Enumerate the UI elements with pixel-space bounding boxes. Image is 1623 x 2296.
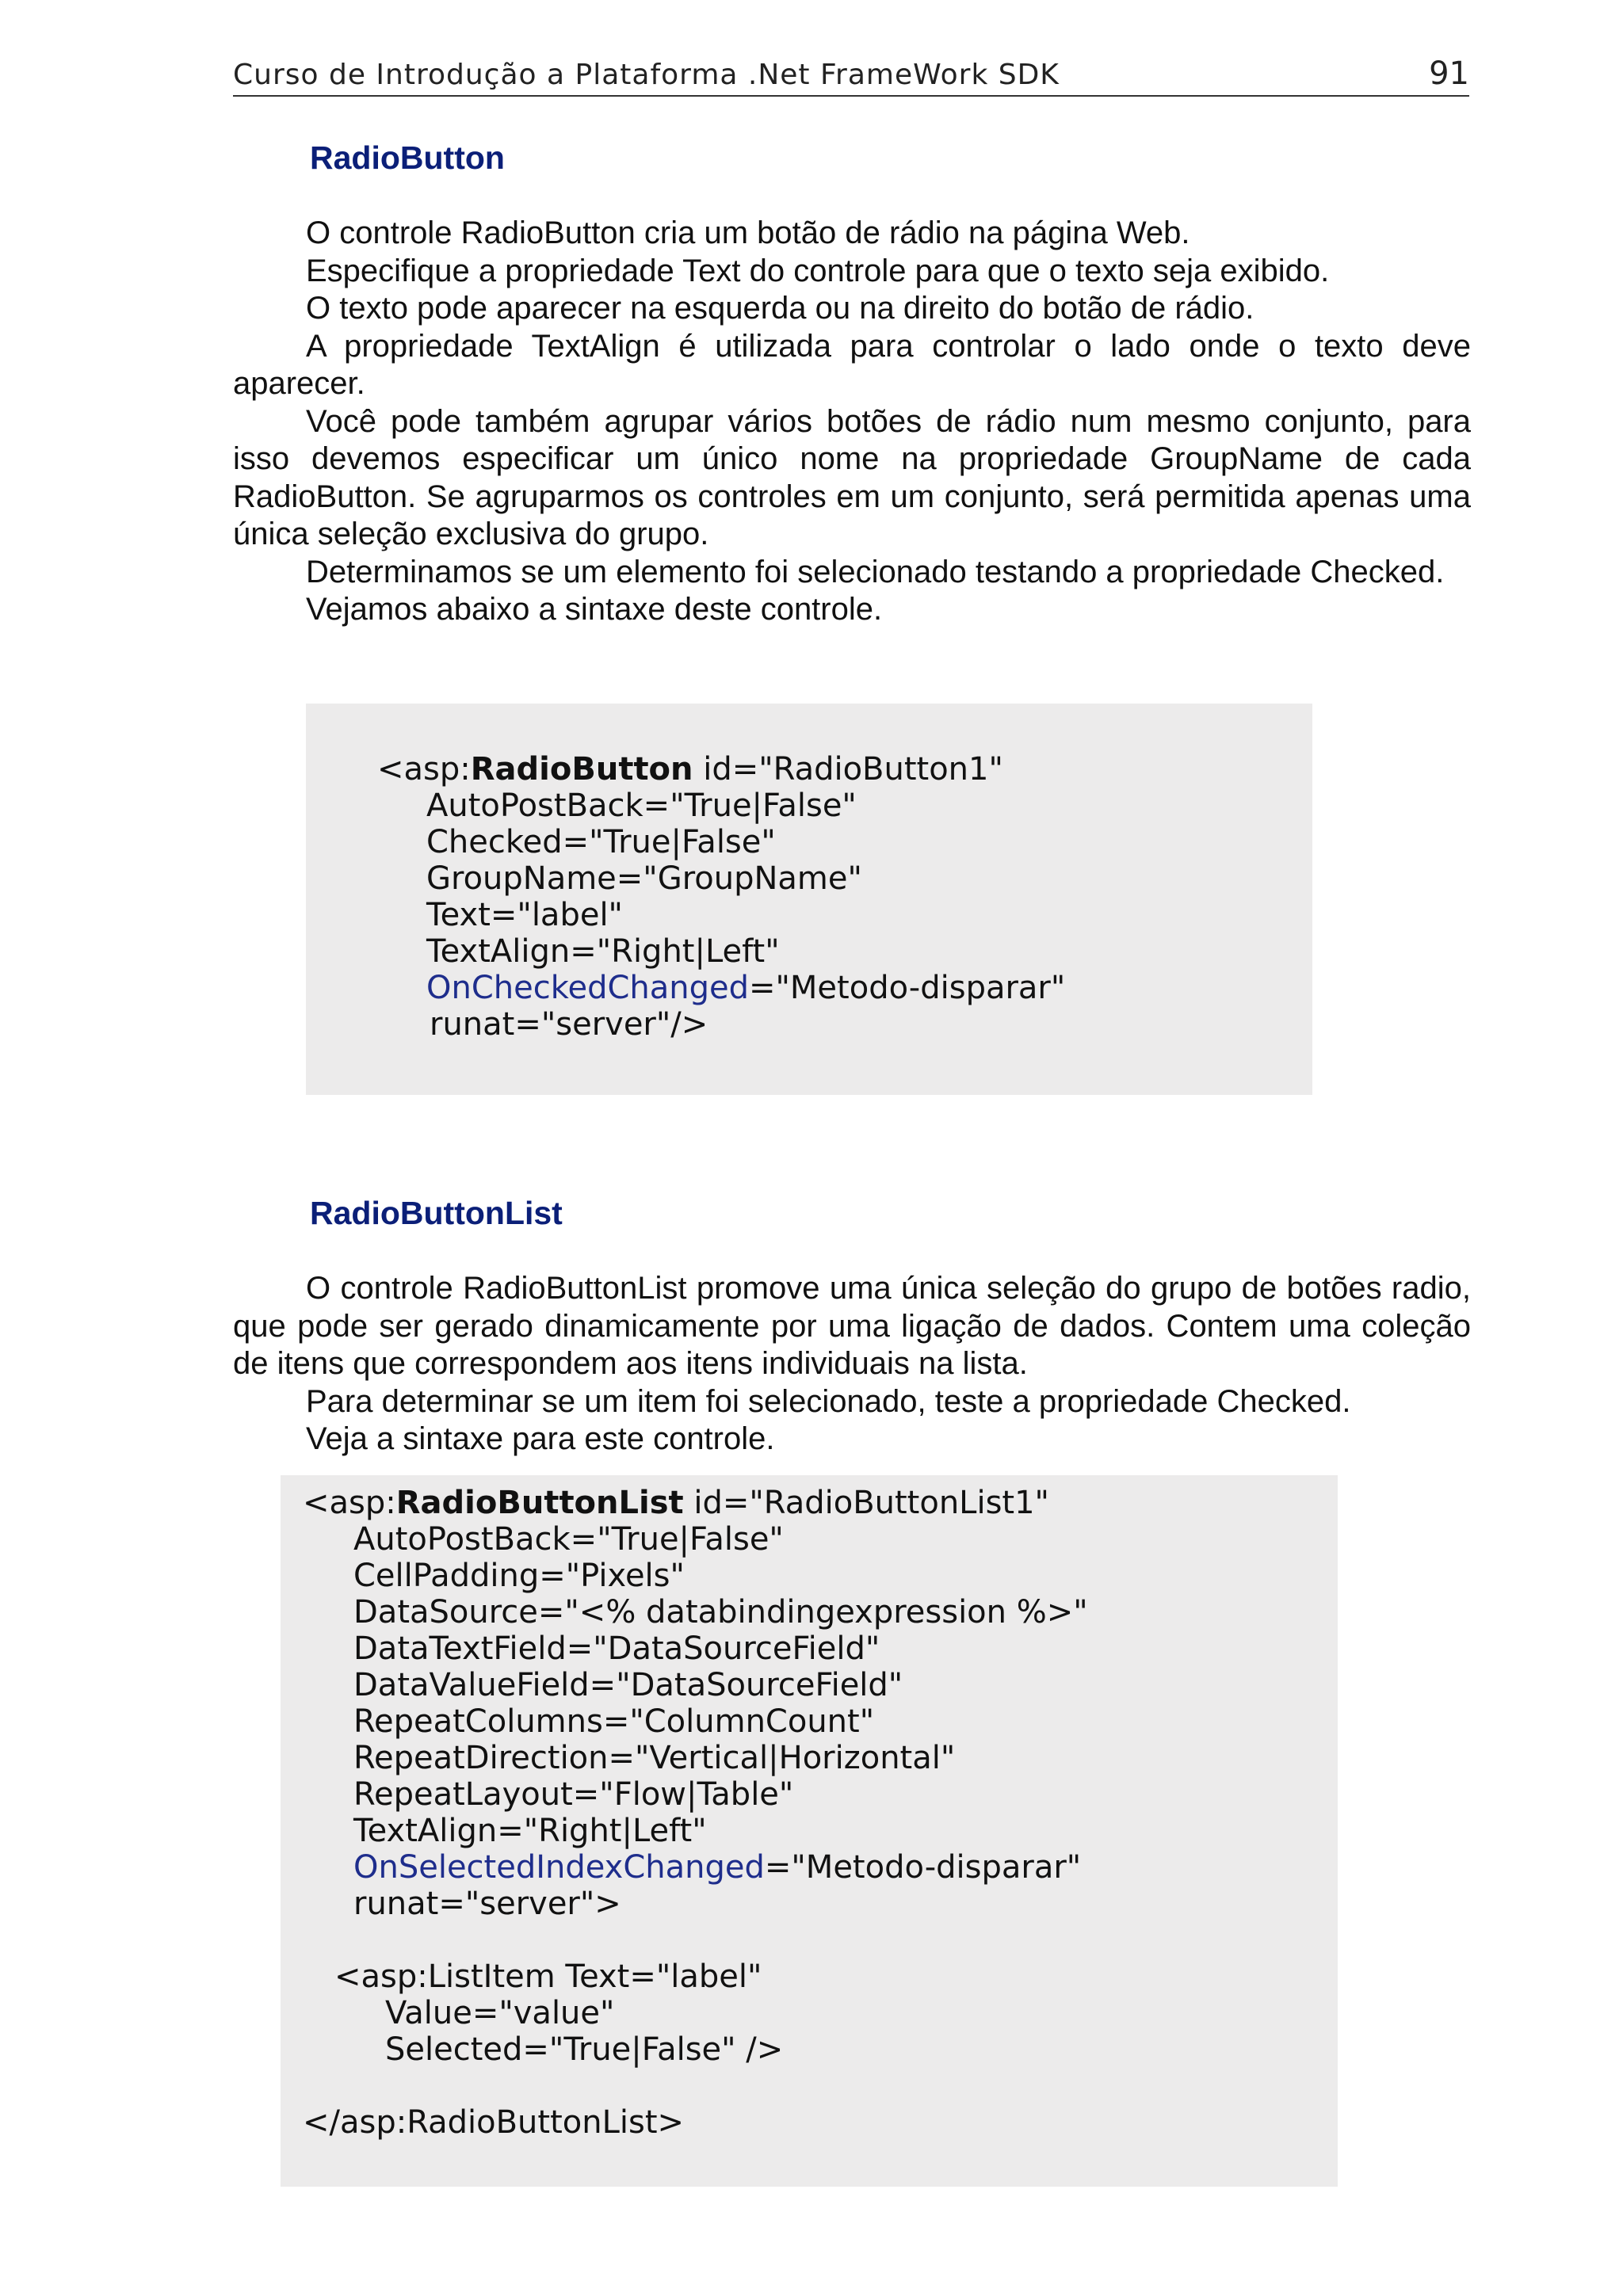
paragraph: A propriedade TextAlign é utilizada para controlar o lado onde o texto deve aparecer.: [233, 328, 1471, 401]
code-lines: [377, 751, 1065, 1043]
code-block-radiobuttonlist: [281, 1475, 1338, 2187]
radiobutton-description: [233, 215, 1471, 629]
paragraph: Determinamos se um elemento foi selecionado testando a propriedade Checked.: [306, 554, 1445, 589]
code-line: </asp:RadioButtonList>: [303, 2104, 685, 2141]
code-line: RepeatDirection="Vertical|Horizontal": [353, 1740, 956, 1776]
code-lines: [303, 1485, 1088, 2141]
code-line: GroupName="GroupName": [426, 860, 862, 897]
section-heading-radiobutton: RadioButton: [310, 139, 505, 176]
code-block-radiobutton: [306, 704, 1312, 1095]
code-line: runat="server"/>: [430, 1006, 708, 1043]
code-line: runat="server">: [353, 1886, 621, 1922]
code-line: DataValueField="DataSourceField": [353, 1667, 903, 1703]
section-heading-radiobuttonlist: RadioButtonList: [310, 1195, 563, 1231]
code-line: OnCheckedChanged="Metodo-disparar": [426, 970, 1066, 1006]
radiobuttonlist-description: [233, 1270, 1471, 1459]
paragraph: O controle RadioButtonList promove uma única seleção do grupo de botões radio, que pode ser gerado dinamicamente por uma ligação de dados. Contem uma coleção de itens que correspondem aos itens individuais na lista.: [233, 1271, 1471, 1381]
code-line: Checked="True|False": [426, 824, 776, 860]
code-line: DataSource="<% databindingexpression %>": [353, 1594, 1088, 1630]
code-line-blank: [303, 2068, 1088, 2104]
paragraph: Veja a sintaxe para este controle.: [306, 1421, 775, 1456]
paragraph: Você pode também agrupar vários botões de rádio num mesmo conjunto, para isso devemos especificar um único nome na propriedade GroupName de cada RadioButton. Se agruparmos os controles em um conjunto, será permitida apenas uma única seleção exclusiva do grupo.: [233, 403, 1471, 551]
code-line: AutoPostBack="True|False": [426, 788, 857, 824]
code-line: RepeatColumns="ColumnCount": [353, 1703, 875, 1740]
code-line: OnSelectedIndexChanged="Metodo-disparar": [353, 1849, 1082, 1886]
code-line-blank: [303, 1922, 1088, 1958]
paragraph: O controle RadioButton cria um botão de rádio na página Web.: [306, 215, 1190, 250]
header-title: Curso de Introdução a Plataforma .Net FrameWork SDK: [233, 59, 1060, 91]
code-line: Value="value": [385, 1995, 615, 2031]
code-line: AutoPostBack="True|False": [353, 1521, 784, 1558]
code-line: <asp:RadioButtonList id="RadioButtonList1": [303, 1485, 1049, 1521]
code-line: Selected="True|False" />: [385, 2031, 784, 2068]
code-line: <asp:ListItem Text="label": [334, 1958, 762, 1995]
page-header: [233, 55, 1469, 97]
paragraph: Para determinar se um item foi selecionado, teste a propriedade Checked.: [306, 1383, 1351, 1419]
code-line: TextAlign="Right|Left": [426, 933, 780, 970]
code-line: TextAlign="Right|Left": [353, 1813, 707, 1849]
code-line: DataTextField="DataSourceField": [353, 1630, 880, 1667]
code-line: RepeatLayout="Flow|Table": [353, 1776, 794, 1813]
paragraph: Especifique a propriedade Text do controle para que o texto seja exibido.: [306, 253, 1330, 288]
paragraph: Vejamos abaixo a sintaxe deste controle.: [306, 592, 883, 627]
code-line: <asp:RadioButton id="RadioButton1": [377, 751, 1003, 788]
code-line: Text="label": [426, 897, 623, 933]
code-line: CellPadding="Pixels": [353, 1558, 685, 1594]
paragraph: O texto pode aparecer na esquerda ou na direito do botão de rádio.: [306, 291, 1254, 326]
page-number: 91: [1429, 55, 1469, 92]
